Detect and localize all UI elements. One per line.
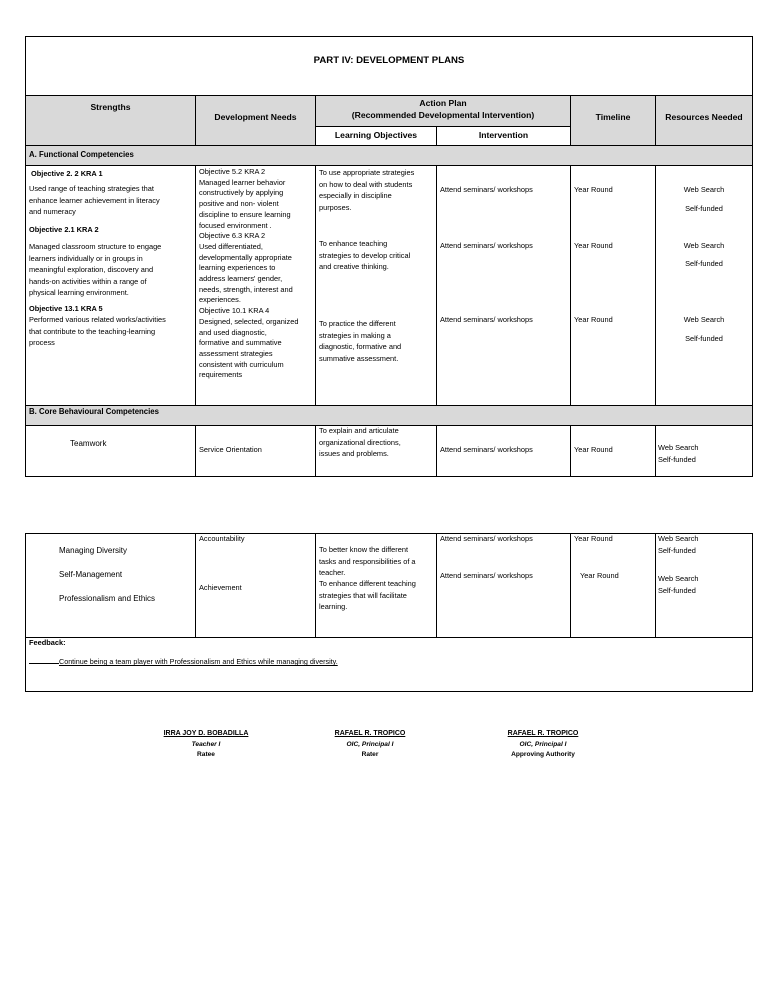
learning-objective: To explain and articulate organizational directions, issues and problems. <box>319 426 401 459</box>
strength-objective-heading: Objective 2.1 KRA 2 <box>29 225 99 234</box>
signature-role: OIC, Principal I <box>346 741 394 748</box>
timeline: Year Round <box>574 445 613 454</box>
header-resources-needed: Resources Needed <box>665 112 743 122</box>
strength-objective-heading: Objective 2. 2 KRA 1 <box>31 169 103 178</box>
timeline: Year Round <box>574 185 613 194</box>
signature-role: Teacher I <box>191 741 221 748</box>
header-timeline: Timeline <box>595 112 631 122</box>
need-item: Achievement <box>199 583 242 592</box>
intervention: Attend seminars/ workshops <box>440 534 533 543</box>
strength-objective-text: Performed various related works/activities that contribute to the teaching-learning process <box>29 315 166 348</box>
resource-self-funded: Self-funded <box>685 204 723 213</box>
timeline: Year Round <box>574 241 613 250</box>
learning-objective: To enhance teaching strategies to develop critical and creative thinking. <box>319 239 411 272</box>
section-a-title: A. Functional Competencies <box>29 150 134 159</box>
section-a-bg <box>26 145 752 165</box>
signature-caption: Rater <box>361 751 379 758</box>
development-needs-text: Objective 5.2 KRA 2 Managed learner behavior constructively by applying positive and non- violent discipline to ensure learning focused environment . Objective 6.3 KRA 2 Used differentiated, developmentally appropriate learning experiences to address learners' gender, needs, strength, interest and experiences. Objective 10.1 KRA 4 Designed, selected, organized and used diagnostic, formative and summative assessment strategies consistent with curriculum requirements <box>199 167 299 380</box>
signature-name: RAFAEL R. TROPICO <box>507 730 579 737</box>
learning-objective: To better know the different tasks and responsibilities of a teacher. <box>319 545 416 578</box>
learning-objective: To use appropriate strategies on how to deal with students especially in discipline purposes. <box>319 168 415 212</box>
strength-objective-text: Managed classroom structure to engage learners individually or in groups in meaningful exploration, discovery and hands-on activities within a range of physical learning environment. <box>29 242 162 298</box>
intervention: Attend seminars/ workshops <box>440 315 533 324</box>
need-service-orientation: Service Orientation <box>199 445 262 454</box>
signature-name: IRRA JOY D. BOBADILLA <box>163 730 249 737</box>
resource-web-search: Web Search <box>683 185 725 194</box>
header-action-plan: Action Plan (Recommended Developmental Intervention) <box>351 98 535 120</box>
resource-self-funded: Self-funded <box>685 259 723 268</box>
resource-web-search: Web Search <box>683 315 725 324</box>
resource-self-funded: Self-funded <box>685 334 723 343</box>
strength-item: Professionalism and Ethics <box>59 594 156 603</box>
page-title: PART IV: DEVELOPMENT PLANS <box>313 55 465 66</box>
strength-objective-heading: Objective 13.1 KRA 5 <box>29 304 103 313</box>
timeline: Year Round <box>574 534 613 543</box>
section-b-title: B. Core Behavioural Competencies <box>29 407 159 416</box>
feedback-label: Feedback: <box>29 638 66 647</box>
header-strengths: Strengths <box>90 102 131 112</box>
signature-caption: Approving Authority <box>511 751 575 758</box>
resources: Web Search Self-funded <box>658 534 699 555</box>
feedback-text: Continue being a team player with Professionalism and Ethics while managing diversity. <box>29 656 338 666</box>
header-development-needs: Development Needs <box>214 112 297 122</box>
signature-name: RAFAEL R. TROPICO <box>334 730 406 737</box>
intervention: Attend seminars/ workshops <box>440 241 533 250</box>
resource-web-search: Web Search <box>683 241 725 250</box>
strength-item: Managing Diversity <box>59 546 128 555</box>
strength-item: Self-Management <box>59 570 123 579</box>
need-item: Accountability <box>199 534 245 543</box>
timeline: Year Round <box>580 571 619 580</box>
signature-caption: Ratee <box>197 751 215 758</box>
learning-objective: To practice the different strategies in making a diagnostic, formative and summative assessment. <box>319 319 402 363</box>
intervention: Attend seminars/ workshops <box>440 185 533 194</box>
timeline: Year Round <box>574 315 613 324</box>
resources: Web Search Self-funded <box>658 574 699 595</box>
signature-role: OIC, Principal I <box>519 741 567 748</box>
header-intervention: Intervention <box>478 130 529 140</box>
intervention: Attend seminars/ workshops <box>440 445 533 454</box>
resources: Web Search Self-funded <box>658 443 699 464</box>
strength-teamwork: Teamwork <box>70 439 107 448</box>
header-learning-objectives: Learning Objectives <box>334 130 418 140</box>
strength-objective-text: Used range of teaching strategies that enhance learner achievement in literacy and numeracy <box>29 184 160 217</box>
learning-objective: To enhance different teaching strategies that will facilitate learning. <box>319 579 416 612</box>
intervention: Attend seminars/ workshops <box>440 571 533 580</box>
